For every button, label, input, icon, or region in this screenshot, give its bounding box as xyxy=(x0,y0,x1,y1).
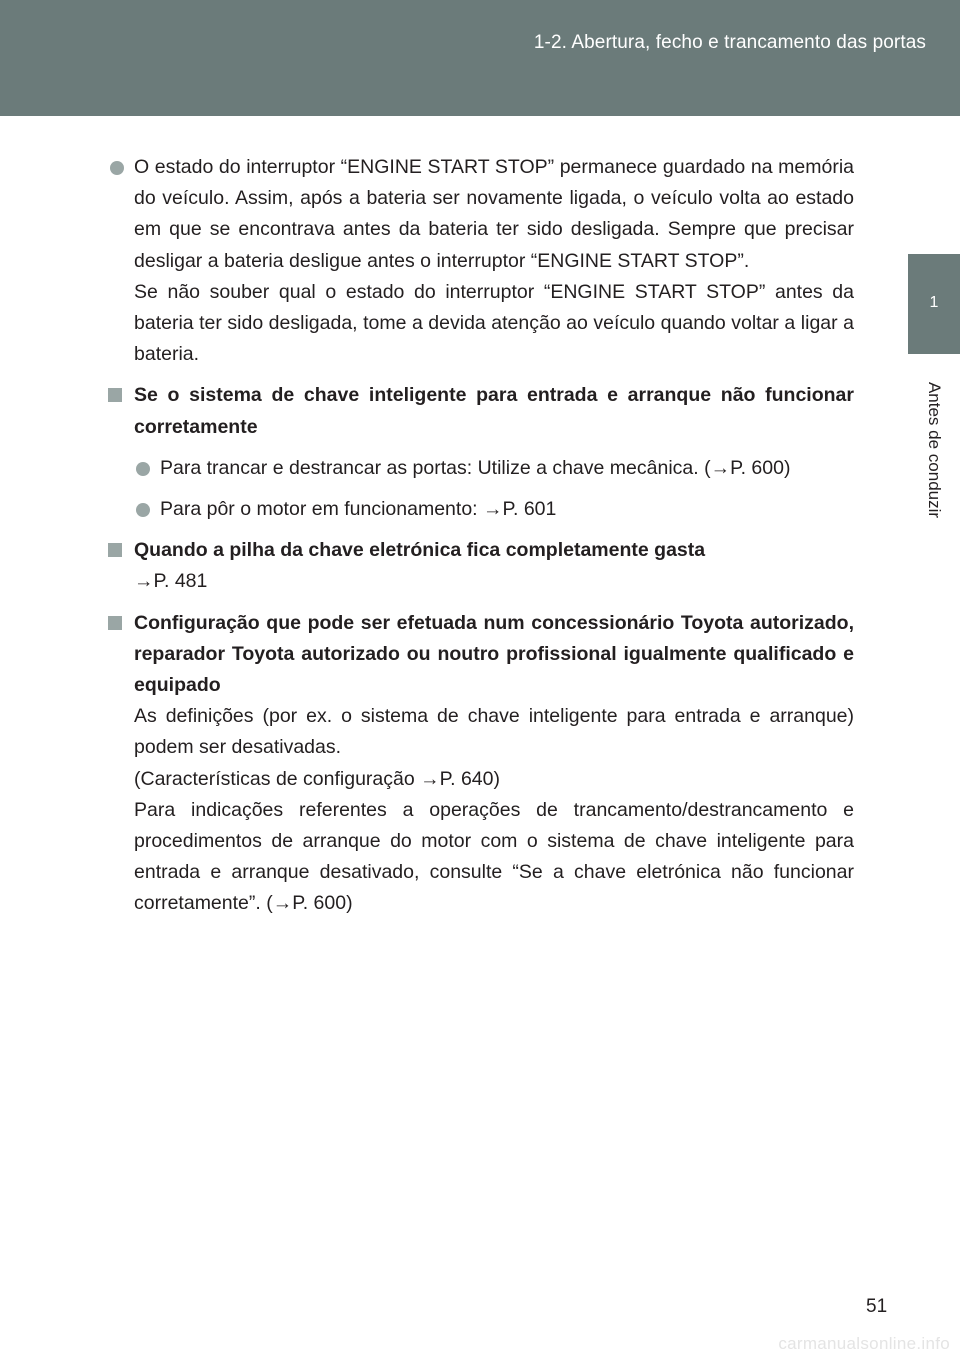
page-header xyxy=(0,0,960,116)
page-number: 51 xyxy=(866,1296,888,1317)
section-heading-1-text: Se o sistema de chave inteligente para entrada e arranque não funcionar corretamente xyxy=(134,384,854,438)
section-title: 1-2. Abertura, fecho e trancamento das portas xyxy=(533,32,926,53)
section-1-items xyxy=(134,453,854,525)
bullet-dot-icon xyxy=(136,462,150,476)
intro-bullet xyxy=(108,152,854,370)
intro-paragraph-2: Se não souber qual o estado do interruptor “ENGINE START STOP” antes da bateria ter sido desligada, tome a devida atenção ao veículo quando voltar a ligar a bateria. xyxy=(134,280,854,366)
section-heading-3-text: Configuração que pode ser efetuada num concessionário Toyota autorizado, reparador Toyota autorizado ou noutro profissional igualmente qualificado e equipado xyxy=(134,611,854,697)
section-heading-2 xyxy=(108,535,854,566)
square-bullet-icon xyxy=(108,388,122,402)
list-item xyxy=(134,494,854,525)
list-item xyxy=(134,453,854,484)
section-heading-1 xyxy=(108,380,854,442)
watermark: carmanualsonline.info xyxy=(778,1334,950,1353)
section-heading-3 xyxy=(108,608,854,702)
section-3-paragraph-2: Para indicações referentes a operações de trancamento/destrancamento e procedimentos de arranque do motor com o sistema de chave inteligente para entrada e arranque desativado, consulte “Se a chave eletrónica não funcionar corretamente”. (→P. 600) xyxy=(134,798,854,915)
section-3-paragraph-1b: (Características de configuração →P. 640) xyxy=(134,767,500,790)
page-content xyxy=(108,152,854,920)
list-item-text: Para pôr o motor em funcionamento: →P. 601 xyxy=(160,498,557,521)
list-item-text: Para trancar e destrancar as portas: Utilize a chave mecânica. (→P. 600) xyxy=(160,456,791,479)
section-3-paragraph-1: As definições (por ex. o sistema de chave inteligente para entrada e arranque) podem ser desativadas. xyxy=(134,705,854,759)
chapter-number: 1 xyxy=(929,294,939,311)
chapter-tab xyxy=(908,254,960,354)
bullet-dot-icon xyxy=(136,503,150,517)
square-bullet-icon xyxy=(108,543,122,557)
square-bullet-icon xyxy=(108,616,122,630)
intro-paragraph-1: O estado do interruptor “ENGINE START STOP” permanece guardado na memória do veículo. Assim, após a bateria ser novamente ligada, o veículo volta ao estado em que se encontrava antes da bateria ter sido desligada. Sempre que precisar desligar a bateria desligue antes o interruptor “ENGINE START STOP”. xyxy=(134,156,854,272)
page-reference: →P. 481 xyxy=(134,570,208,593)
chapter-label: Antes de conduzir xyxy=(925,381,944,519)
section-heading-2-text: Quando a pilha da chave eletrónica fica completamente gasta xyxy=(134,539,706,562)
bullet-dot-icon xyxy=(110,161,124,175)
